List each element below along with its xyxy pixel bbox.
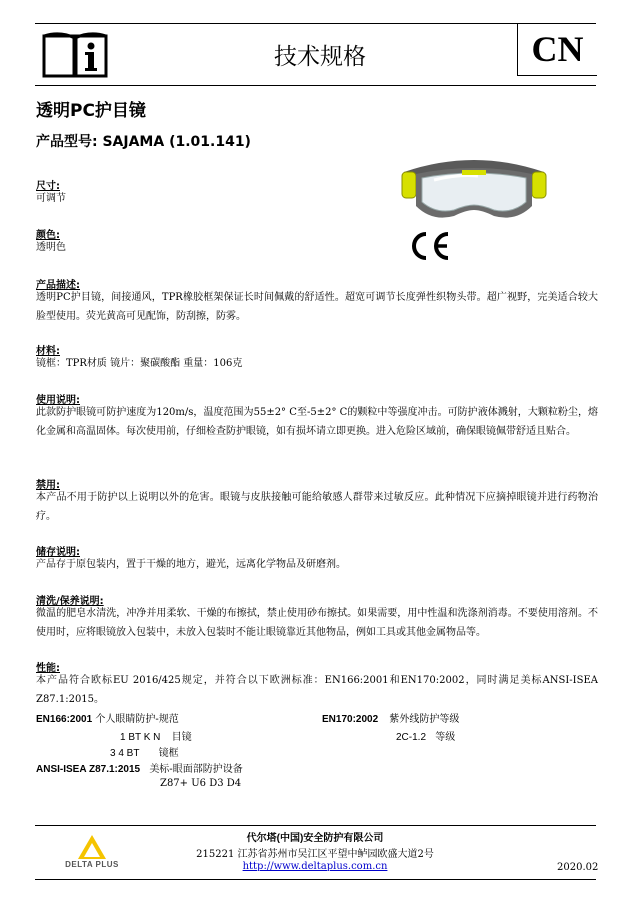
deltaplus-logo (54, 833, 130, 873)
storage-body: 产品存于原包装内，置于干燥的地方，避光，远离化学物品及研磨剂。 (36, 559, 346, 570)
en166-code2-desc: 镜框 (158, 748, 179, 759)
footer-website-wrap (190, 861, 440, 872)
en170-code: 2C-1.2 (396, 732, 427, 743)
language-code: CN (517, 23, 597, 76)
performance-heading: 性能: (36, 663, 60, 674)
prohibition-heading: 禁用: (36, 480, 60, 491)
size-heading: 尺寸: (36, 181, 60, 192)
footer-top-line (35, 825, 596, 826)
en170-label: EN170:2002 (322, 714, 379, 725)
en166-code1-desc: 目镜 (171, 732, 192, 743)
footer-bottom-line (35, 879, 596, 880)
usage-heading: 使用说明: (36, 395, 80, 406)
description-body: 透明PC护目镜，间接通风，TPR橡胶框架保证长时间佩戴的舒适性。超宽可调节长度弹性织物头带。超广视野，完美适合较大脸型使用。荧光黄高可见配饰，防刮擦，防雾。 (36, 292, 598, 322)
ansi-desc: 美标-眼面部防护设备 (149, 764, 243, 775)
footer-website-link[interactable]: http://www.deltaplus.com.cn (242, 861, 388, 872)
description-heading: 产品描述: (36, 280, 80, 291)
footer-address: 215221 江苏省苏州市吴江区平望中鲈园欧盛大道2号 (196, 849, 434, 860)
en170-code-row (396, 728, 455, 743)
ansi-code: Z87+ U6 D3 D4 (160, 778, 242, 789)
usage-body: 此款防护眼镜可防护速度为120m/s，温度范围为55±2° C至-5±2° C的颗粒中等强度冲击。可防护液体溅射，大颗粒粉尘，熔化金属和高温固体。每次使用前，仔细检查防护眼镜，如有损坏请立即更换。进入危险区域前，确保眼镜佩带舒适且贴合。 (36, 407, 598, 437)
en166-row (36, 710, 179, 725)
en170-code-desc: 等级 (435, 732, 456, 743)
product-name: 透明PC护目镜 (36, 101, 146, 121)
color-heading: 颜色: (36, 230, 60, 241)
cleaning-body: 微温的肥皂水清洗，冲净并用柔软、干燥的布擦拭，禁止使用砂布擦拭。如果需要，用中性温和洗涤剂消毒。不要使用溶剂。不使用时，应将眼镜放入包装中，未放入包装时不能让眼镜靠近其他物品，例如工具或其他金属物品等。 (36, 608, 598, 638)
prohibition-body: 本产品不用于防护以上说明以外的危害。眼镜与皮肤接触可能给敏感人群带来过敏反应。此种情况下应摘掉眼镜并进行药物治疗。 (36, 492, 598, 522)
en166-code2: 3 4 BT (110, 748, 140, 759)
logo-text: DELTA PLUS (65, 860, 119, 869)
header-top-line (35, 23, 596, 24)
ansi-label: ANSI-ISEA Z87.1:2015 (36, 764, 141, 775)
size-body: 可调节 (36, 193, 66, 204)
storage-heading: 储存说明: (36, 547, 80, 558)
en166-code1-row (120, 728, 192, 743)
performance-body: 本产品符合欧标EU 2016/425规定，并符合以下欧洲标准：EN166:2001和EN170:2002，同时满足美标ANSI-ISEA Z87.1:2015。 (36, 675, 598, 705)
en170-row (322, 710, 459, 725)
en166-label: EN166:2001 (36, 714, 93, 725)
product-model: 产品型号: SAJAMA (1.01.141) (36, 134, 251, 150)
header-bottom-line (35, 85, 596, 86)
en166-code2-row (110, 744, 179, 759)
footer-date: 2020.02 (557, 862, 599, 873)
ansi-row (36, 760, 243, 775)
material-body: 镜框：TPR材质 镜片：聚碳酸酯 重量：106克 (36, 358, 243, 369)
cleaning-heading: 清洗/保养说明: (36, 596, 104, 607)
info-book-icon (40, 30, 110, 80)
color-body: 透明色 (36, 242, 66, 253)
material-heading: 材料: (36, 346, 60, 357)
en166-desc: 个人眼睛防护-规范 (95, 714, 179, 725)
page-title: 技术规格 (274, 44, 366, 70)
en166-code1: 1 BT K N (120, 732, 161, 743)
en170-desc: 紫外线防护等级 (389, 714, 460, 725)
footer-company: 代尔塔(中国)安全防护有限公司 (246, 833, 384, 844)
